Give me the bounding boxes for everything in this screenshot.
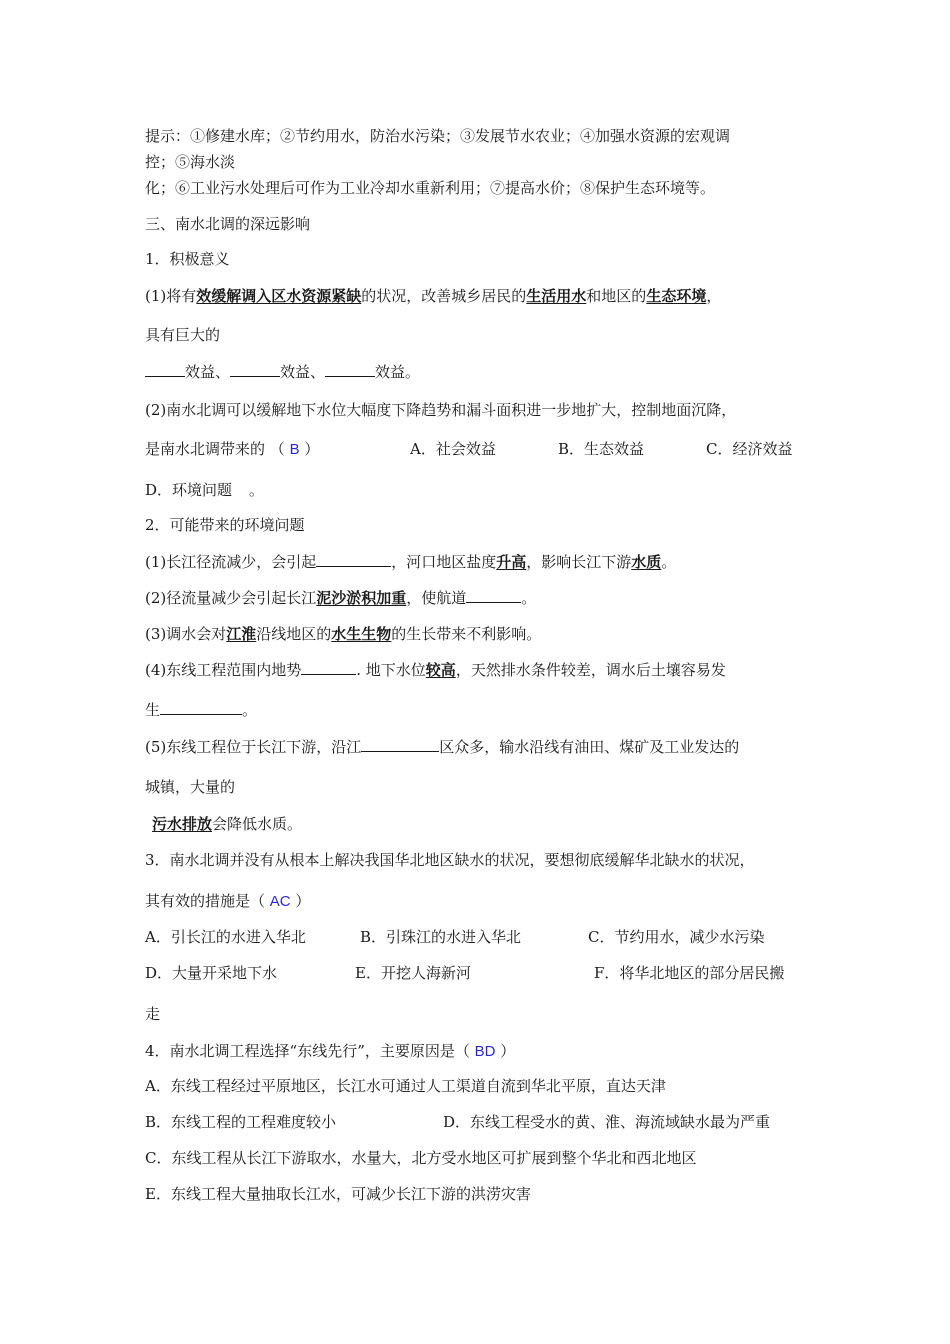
text: ，影响长江下游 [526,553,632,571]
text: 其有效的措施是（ [145,892,266,910]
s2-p1 [145,552,676,572]
q3-option-f: F．将华北地区的部分居民搬 [594,964,785,982]
text: (2)径流量减少会引起长江 [145,589,317,607]
fill-blank[interactable] [361,737,439,752]
text: ，使航道 [406,589,467,607]
answer-text: 水生生物 [331,625,392,643]
text: 效益、 [185,363,231,381]
fill-blank[interactable] [466,588,521,603]
q3-option-a: A．引长江的水进入华北 [145,928,306,946]
answer-text: 升高 [496,553,527,571]
fill-blank[interactable] [325,362,375,377]
text: 的生长带来不利影响。 [391,625,542,643]
s2-p5-line1 [145,737,739,757]
q4-option-b: B．东线工程的工程难度较小 [145,1113,337,1131]
fill-blank[interactable] [145,362,185,377]
s2-p2 [145,588,536,608]
text: (3)调水会对 [145,625,227,643]
hint-line-1: 提示：①修建水库；②节约用水，防治水污染；③发展节水农业；④加强水资源的宏观调 [145,127,731,145]
text: ， [706,287,722,305]
s2-p4-line2 [145,700,257,720]
answer-text: 生态环境 [646,287,707,305]
text: (4)东线工程范围内地势 [145,661,302,679]
text: 。 [242,701,258,719]
s2-p4-line1 [145,660,726,680]
q3-option-f-cont: 走 [145,1005,161,1023]
q4-line1 [145,1041,515,1062]
fill-blank[interactable] [316,552,391,567]
answer-text: 水质 [631,553,662,571]
text: 效益。 [375,363,421,381]
section-title: 三、南水北调的深远影响 [145,215,311,233]
answer-mark: AC [269,893,291,910]
hint-line-2: 控；⑤海水淡 [145,153,236,171]
s2-p3 [145,624,541,644]
s2-p5-line2: 城镇，大量的 [145,778,236,796]
q4-option-a: A．东线工程经过平原地区，长江水可通过人工渠道自流到华北平原，直达天津 [145,1077,666,1095]
q4-option-d: D．东线工程受水的黄、淮、海流域缺水最为严重 [443,1113,771,1131]
answer-text: 江淮 [226,625,257,643]
q3-option-c: C．节约用水，减少水污染 [588,928,765,946]
text: (1)长江径流减少，会引起 [145,553,317,571]
text: 生 [145,701,161,719]
s1-p1-line3 [145,362,420,382]
answer-text: 效缓解调入区水资源紧缺 [196,287,362,305]
q3-line2 [145,891,310,912]
text: 区众多，输水沿线有油田、煤矿及工业发达的 [439,738,740,756]
q3-option-d: D．大量开采地下水 [145,964,278,982]
s1-p2-line1: (2)南水北调可以缓解地下水位大幅度下降趋势和漏斗面积进一步地扩大，控制地面沉降， [145,401,737,419]
s1-p1-line1 [145,286,721,306]
fill-blank[interactable] [301,660,356,675]
text: ） [295,892,311,910]
text: 和地区的 [586,287,647,305]
q4-option-c: C．东线工程从长江下游取水，水量大，北方受水地区可扩展到整个华北和西北地区 [145,1149,697,1167]
answer-text: 污水排放 [152,815,213,833]
text: 。 [521,589,537,607]
q4-option-e: E．东线工程大量抽取长江水，可减少长江下游的洪涝灾害 [145,1185,531,1203]
s2-title: 2．可能带来的环境问题 [145,516,305,534]
answer-text: 较高 [425,661,456,679]
q3-option-b: B．引珠江的水进入华北 [360,928,522,946]
text: . 地下水位 [356,661,426,679]
text: (1)将有 [145,287,197,305]
text: ） [304,440,320,458]
option-d-line [145,480,264,500]
answer-mark: B [289,441,300,458]
option-c: C．经济效益 [706,440,793,458]
s1-p1-line2: 具有巨大的 [145,326,221,344]
q3-option-e: E．开挖人海新河 [355,964,471,982]
text: ，河口地区盐度 [391,553,497,571]
s2-p5-line3 [152,814,302,834]
fill-blank[interactable] [160,700,242,715]
text: (5)东线工程位于长江下游，沿江 [145,738,362,756]
text: 4．南水北调工程选择“东线先行”，主要原因是（ [145,1042,470,1060]
q3-line1: 3．南水北调并没有从根本上解决我国华北地区缺水的状况，要想彻底缓解华北缺水的状况， [145,851,755,869]
text: 会降低水质。 [212,815,303,833]
answer-text: 泥沙淤积加重 [316,589,407,607]
text: ，天然排水条件较差，调水后土壤容易发 [455,661,726,679]
option-b: B．生态效益 [558,440,645,458]
answer-text: 生活用水 [526,287,587,305]
option-d: D．环境问题 [145,481,233,499]
text: 是南水北调带来的 （ [145,440,285,458]
option-a: A．社会效益 [410,440,496,458]
text: 。 [248,481,264,499]
text: 沿线地区的 [256,625,332,643]
fill-blank[interactable] [230,362,280,377]
text: 的状况，改善城乡居民的 [361,287,527,305]
answer-mark: BD [474,1043,496,1060]
text: ） [500,1042,516,1060]
text: 。 [661,553,677,571]
s1-p2-question [145,439,319,460]
text: 效益、 [280,363,326,381]
s1-title: 1．积极意义 [145,250,230,268]
hint-line-3: 化；⑥工业污水处理后可作为工业冷却水重新利用；⑦提高水价；⑧保护生态环境等。 [145,179,716,197]
